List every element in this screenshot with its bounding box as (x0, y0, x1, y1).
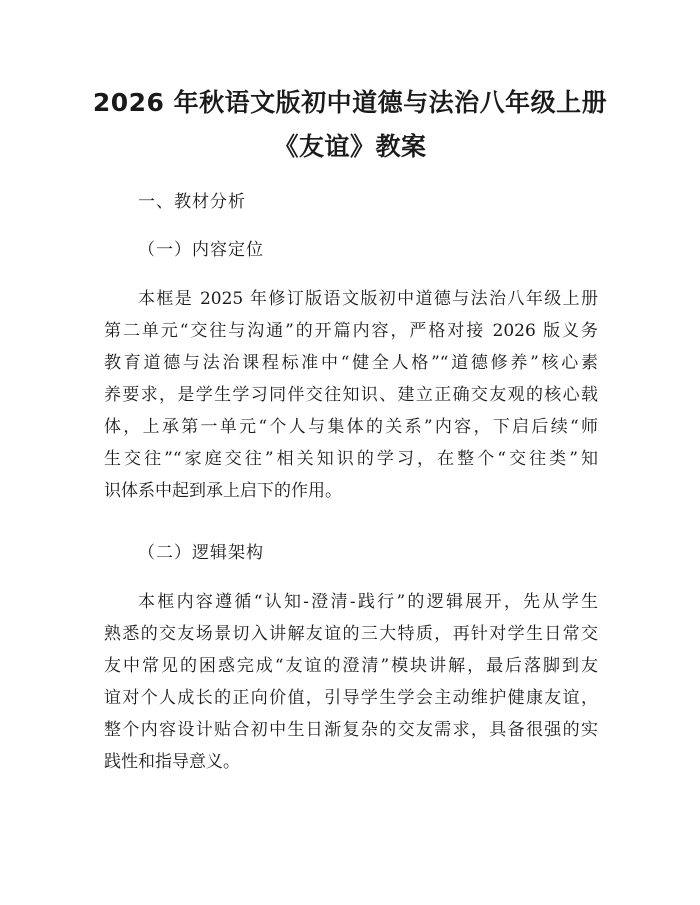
paragraph-line: 本框内容遵循“认知-澄清-践行”的逻辑展开，先从学生 (138, 592, 598, 612)
subsection-heading-content-positioning: （一）内容定位 (138, 240, 264, 260)
paragraph-line: 践性和指导意义。 (104, 752, 240, 772)
paragraph-content-positioning (104, 283, 598, 507)
paragraph-line: 体，上承第一单元“个人与集体的关系”内容，下启后续“师 (104, 417, 598, 437)
paragraph-logical-structure (104, 586, 598, 778)
subsection-heading-logical-structure: （二）逻辑架构 (138, 543, 264, 563)
paragraph-line: 整个内容设计贴合初中生日渐复杂的交友需求，具备很强的实 (104, 720, 598, 740)
paragraph-line: 第二单元“交往与沟通”的开篇内容，严格对接 2026 版义务 (104, 321, 598, 341)
paragraph-line: 养要求，是学生学习同伴交往知识、建立正确交友观的核心载 (104, 385, 598, 405)
paragraph-line: 谊对个人成长的正向价值，引导学生学会主动维护健康友谊， (104, 688, 598, 708)
paragraph-line: 生交往”“家庭交往”相关知识的学习，在整个“交往类”知 (104, 449, 598, 469)
paragraph-line: 教育道德与法治课程标准中“健全人格”“道德修养”核心素 (104, 353, 598, 373)
paragraph-line: 本框是 2025 年修订版语文版初中道德与法治八年级上册 (138, 289, 598, 309)
paragraph-line: 熟悉的交友场景切入讲解友谊的三大特质，再针对学生日常交 (104, 624, 598, 644)
paragraph-line: 友中常见的困惑完成“友谊的澄清”模块讲解，最后落脚到友 (104, 656, 598, 676)
document-title-line-2: 《友谊》教案 (273, 132, 427, 161)
document-title-line-1: 2026 年秋语文版初中道德与法治八年级上册 (92, 88, 608, 117)
section-heading-teaching-material-analysis: 一、教材分析 (138, 192, 246, 212)
paragraph-line: 识体系中起到承上启下的作用。 (104, 481, 342, 501)
